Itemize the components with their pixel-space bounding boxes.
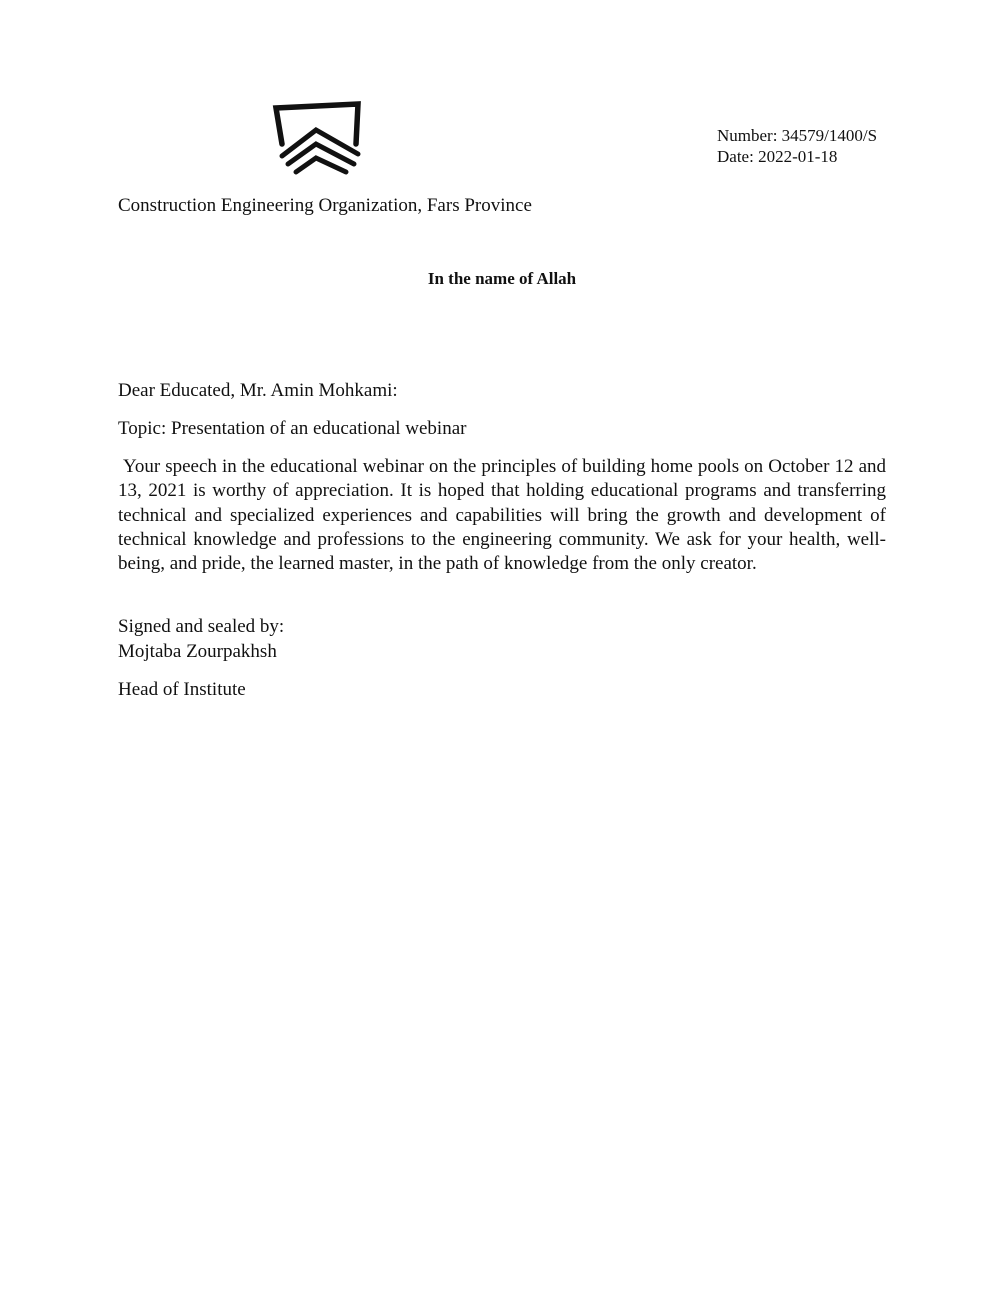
organization-logo-icon (272, 100, 364, 176)
letter-topic: Topic: Presentation of an educational webinar (118, 418, 467, 439)
signer-name: Mojtaba Zourpakhsh (118, 641, 277, 662)
letter-body: Your speech in the educational webinar on the principles of building home pools on October 12 and 13, 2021 is worthy of appreciation. It is hoped that holding educational programs and transferring technical and specialized experiences and capabilities will bring the growth and development of technical knowledge and professions to the engineering community. We ask for your health, well-being, and pride, the learned master, in the path of knowledge from the only creator. (118, 456, 886, 575)
letter-heading: In the name of Allah (427, 269, 577, 288)
signature-label: Signed and sealed by: (118, 616, 285, 637)
document-reference (717, 125, 877, 167)
organization-name: Construction Engineering Organization, Fars Province (118, 195, 532, 216)
document-date: Date: 2022-01-18 (717, 147, 838, 166)
salutation: Dear Educated, Mr. Amin Mohkami: (118, 380, 398, 401)
signer-title: Head of Institute (118, 679, 246, 700)
document-number: Number: 34579/1400/S (717, 126, 878, 145)
